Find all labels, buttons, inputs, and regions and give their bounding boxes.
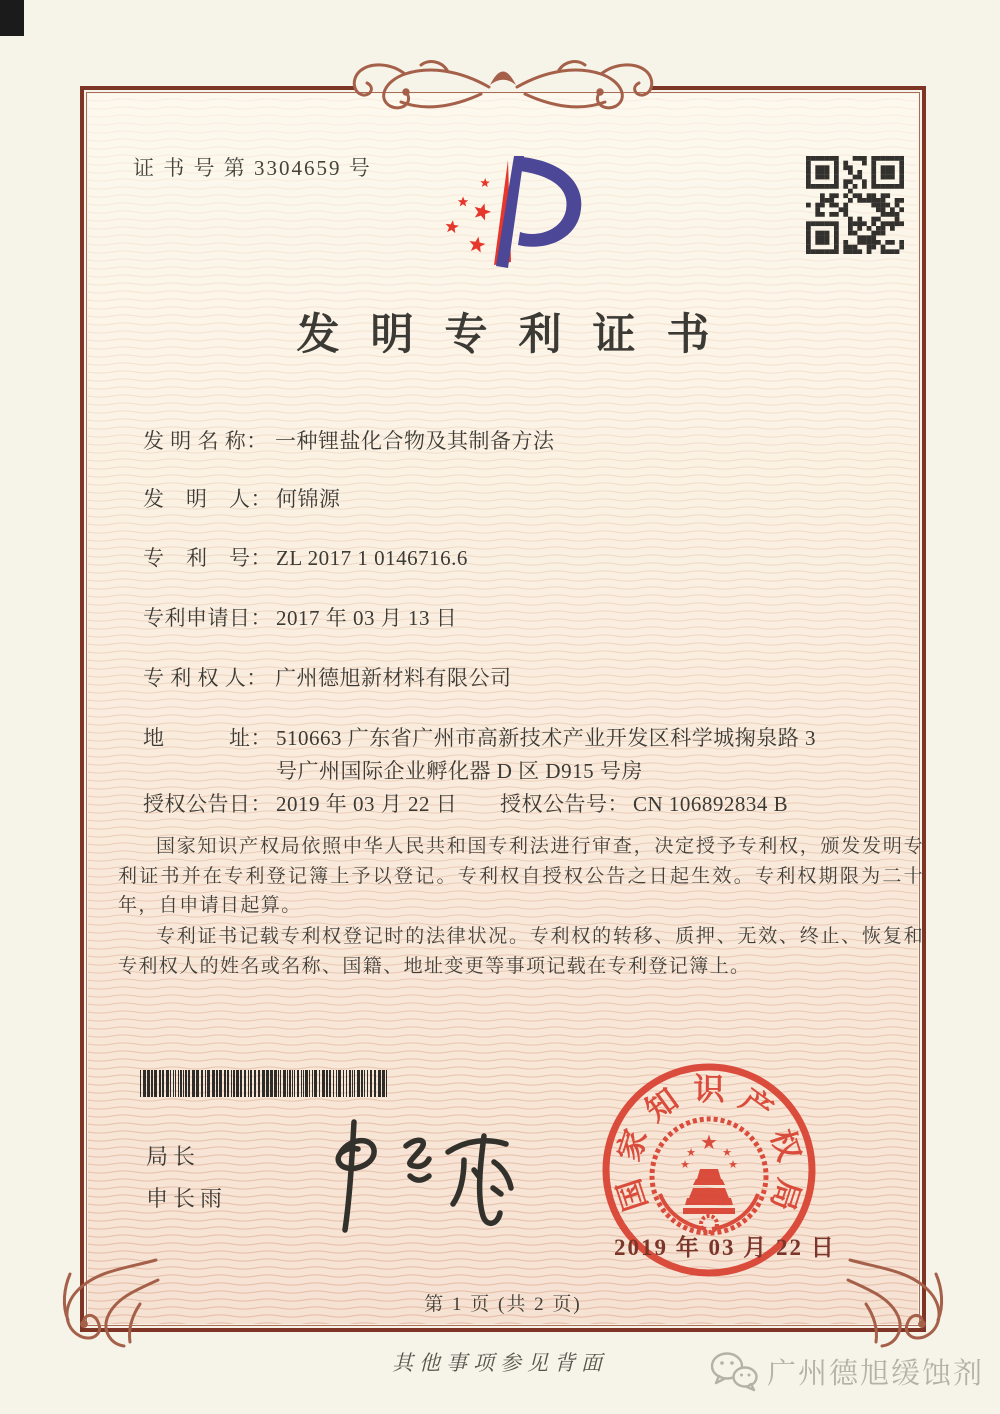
top-scrollwork-ornament [343,54,663,128]
field-value: 广州德旭新材料有限公司 [275,666,512,690]
field-label: 专 利 权 人： [143,666,268,690]
field-row-inventor [143,483,923,513]
qr-code [806,156,904,254]
grant-date-label: 授权公告日： [143,792,272,816]
address-line-1: 510663 广东省广州市高新技术产业开发区科学城掬泉路 3 [276,726,816,750]
scan-artifact [0,0,24,36]
svg-text:★: ★ [686,1146,696,1159]
field-row-address [143,722,923,788]
field-row-filing-date [143,602,923,632]
field-label: 发 明 名 称： [143,429,268,453]
field-value: 2017 年 03 月 13 日 [276,606,458,630]
field-label: 专利申请日： [143,606,272,630]
logo-blue-p-bowl [518,157,581,247]
grant-date-value: 2019 年 03 月 22 日 [276,792,458,816]
field-value: ZL 2017 1 0146716.6 [276,546,468,570]
logo-blue-bar [496,156,524,268]
field-label: 发 明 人： [143,487,272,511]
field-label: 地 址： [143,726,272,750]
seal-char: 产 [733,1081,780,1129]
certificate-title: 发明专利证书 [296,312,741,359]
watermark-text: 广州德旭缓蚀剂 [766,1357,984,1390]
field-row-grant [143,788,923,818]
svg-text:★: ★ [680,1158,690,1171]
address-line-2: 号广州国际企业孵化器 D 区 D915 号房 [276,759,643,783]
field-row-patent-number [143,542,923,572]
page-number: 第 1 页 (共 2 页) [424,1294,582,1315]
svg-text:★: ★ [722,1146,732,1159]
field-value: 一种锂盐化合物及其制备方法 [275,429,555,453]
seal-char: 识 [693,1072,725,1107]
commissioner-title: 局长 [146,1144,201,1169]
barcode [140,1070,392,1097]
seal-char: 知 [638,1081,685,1129]
field-row-invention-name [143,425,923,455]
seal-char: 国 [611,1174,654,1216]
field-row-patentee [143,662,923,692]
logo-stars-icon [445,178,493,253]
grant-number-pair [500,788,788,818]
commissioner-name: 申长雨 [146,1186,228,1211]
back-side-note: 其他事项参见背面 [392,1351,608,1375]
field-value [276,722,816,788]
legal-paragraph-2: 专利证书记载专利权登记时的法律状况。专利权的转移、质押、无效、终止、恢复和专利权人的姓名或名称、国籍、地址变更等事项记载在专利登记簿上。 [118,926,924,977]
wechat-icon [709,1350,759,1392]
legal-paragraph-1: 国家知识产权局依照中华人民共和国专利法进行审查，决定授予专利权，颁发发明专利证书并在专利登记簿上予以登记。专利权自授权公告之日起生效。专利权期限为二十年，自申请日起算。 [118,836,924,916]
cnipa-patent-logo [430,148,610,278]
svg-text:★: ★ [728,1158,738,1171]
grant-number-label: 授权公告号： [500,792,629,816]
wechat-watermark [709,1350,984,1392]
seal-char: 权 [764,1124,807,1166]
seal-national-emblem-icon [652,1119,766,1233]
certificate-number: 证 书 号 第 3304659 号 [133,156,372,180]
seal-char: 家 [611,1124,654,1166]
field-value: 何锦源 [276,487,341,511]
field-label: 专 利 号： [143,546,272,570]
seal-date: 2019 年 03 月 22 日 [614,1235,836,1260]
grant-number-value: CN 106892834 B [633,792,789,816]
commissioner-signature [288,1116,528,1236]
svg-text:★: ★ [700,1130,718,1154]
seal-char: 局 [764,1174,807,1216]
